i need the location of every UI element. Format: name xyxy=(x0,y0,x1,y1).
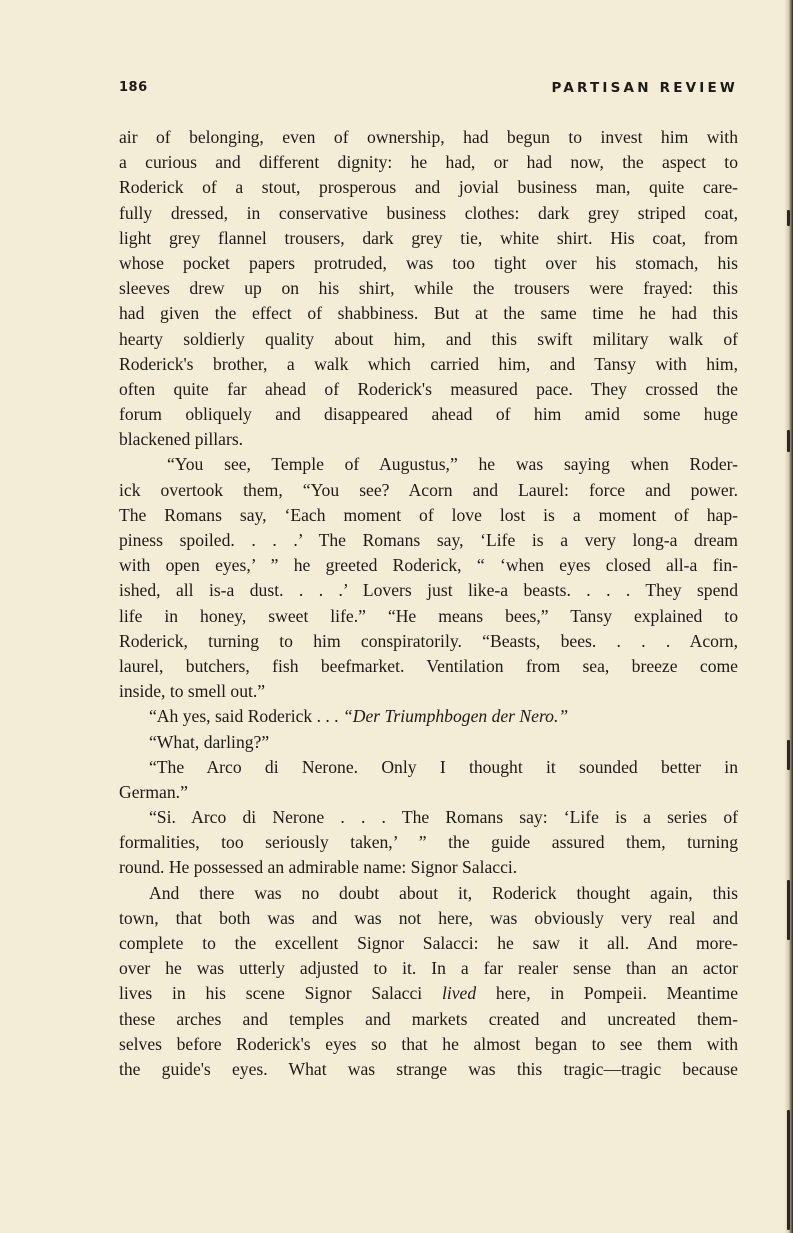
text-line: these arches and temples and markets created and uncreated them- xyxy=(119,1008,738,1029)
page-edge xyxy=(785,0,793,1233)
text-line: “Si. Arco di Nerone . . . The Romans say: ‘Life is a series of xyxy=(149,807,738,828)
page-number: 186 xyxy=(119,80,148,95)
text-line: Roderick's brother, a walk which carried him, and Tansy with him, xyxy=(119,353,738,374)
text-line: “The Arco di Nerone. Only I thought it sounded better in xyxy=(149,756,738,777)
text-line: hearty soldierly quality about him, and this swift military walk of xyxy=(119,328,738,349)
text-line xyxy=(119,704,738,729)
italic-text: “Der Triumphbogen der Nero.” xyxy=(342,706,569,727)
text-line: Roderick of a stout, prosperous and jovial business man, quite care- xyxy=(119,177,738,198)
text-line: laurel, butchers, fish beefmarket. Ventilation from sea, breeze come xyxy=(119,655,738,676)
text-line: piness spoiled. . . .’ The Romans say, ‘Life is a very long-a dream xyxy=(119,530,738,550)
text-line: over he was utterly adjusted to it. In a far realer sense than an actor xyxy=(119,958,738,979)
text-line: the guide's eyes. What was strange was this tragic—tragic because xyxy=(119,1058,738,1079)
text-line: fully dressed, in conservative business clothes: dark grey striped coat, xyxy=(119,202,738,223)
text-line: forum obliquely and disappeared ahead of him amid some huge xyxy=(119,404,738,425)
text-line: round. He possessed an admirable name: Signor Salacci. xyxy=(119,857,518,878)
margin-mark xyxy=(787,740,790,770)
margin-mark xyxy=(787,210,790,226)
text-line: The Romans say, ‘Each moment of love lost is a moment of hap- xyxy=(119,504,738,525)
text-line: life in honey, sweet life.” “He means bees,” Tansy explained to xyxy=(119,605,738,626)
text-line: blackened pillars. xyxy=(119,429,244,450)
text-run: lives in his scene Signor Salacci xyxy=(119,983,442,1004)
text-line: had given the effect of shabbiness. But at the same time he had this xyxy=(119,303,738,324)
text-line xyxy=(119,981,738,1006)
text-line: sleeves drew up on his shirt, while the trousers were frayed: this xyxy=(119,278,738,299)
text-line: Roderick, turning to him conspiratorily. “Beasts, bees. . . . Acorn, xyxy=(119,630,738,651)
journal-title: PARTISAN REVIEW xyxy=(551,80,738,96)
margin-mark xyxy=(787,880,790,940)
text-line: “You see, Temple of Augustus,” he was saying when Roder- xyxy=(167,454,738,475)
text-line: formalities, too seriously taken,’ ” the guide assured them, turning xyxy=(119,832,738,853)
body-text xyxy=(119,125,738,1082)
text-line: whose pocket papers protruded, was too tight over his stomach, his xyxy=(119,252,738,273)
text-line: German.” xyxy=(119,781,188,802)
margin-mark xyxy=(787,1110,790,1230)
margin-mark xyxy=(787,430,790,452)
italic-text: lived xyxy=(441,983,477,1004)
text-line: ished, all is-a dust. . . .’ Lovers just like-a beasts. . . . They spend xyxy=(119,580,738,601)
text-line: often quite far ahead of Roderick's measured pace. They crossed the xyxy=(119,378,738,399)
text-line: light grey flannel trousers, dark grey tie, white shirt. His coat, from xyxy=(119,227,738,248)
text-line: town, that both was and was not here, was obviously very real and xyxy=(119,907,738,928)
text-line: air of belonging, even of ownership, had begun to invest him with xyxy=(119,127,738,147)
text-line: with open eyes,’ ” he greeted Roderick, “ ‘when eyes closed all-a fin- xyxy=(119,555,738,576)
text-line: inside, to smell out.” xyxy=(119,681,266,702)
running-head xyxy=(119,80,738,100)
text-line: And there was no doubt about it, Roderick thought again, this xyxy=(149,882,738,903)
text-line: selves before Roderick's eyes so that he almost began to see them with xyxy=(119,1033,738,1054)
text-run: “Ah yes, said Roderick . . . xyxy=(149,706,343,727)
text-line: complete to the excellent Signor Salacci: he saw it all. And more- xyxy=(119,933,738,953)
text-run: here, in Pompeii. Meantime xyxy=(476,983,738,1004)
text-line: ick overtook them, “You see? Acorn and Laurel: force and power. xyxy=(119,479,738,500)
text-line: “What, darling?” xyxy=(149,731,270,752)
text-line: a curious and different dignity: he had, or had now, the aspect to xyxy=(119,152,738,173)
